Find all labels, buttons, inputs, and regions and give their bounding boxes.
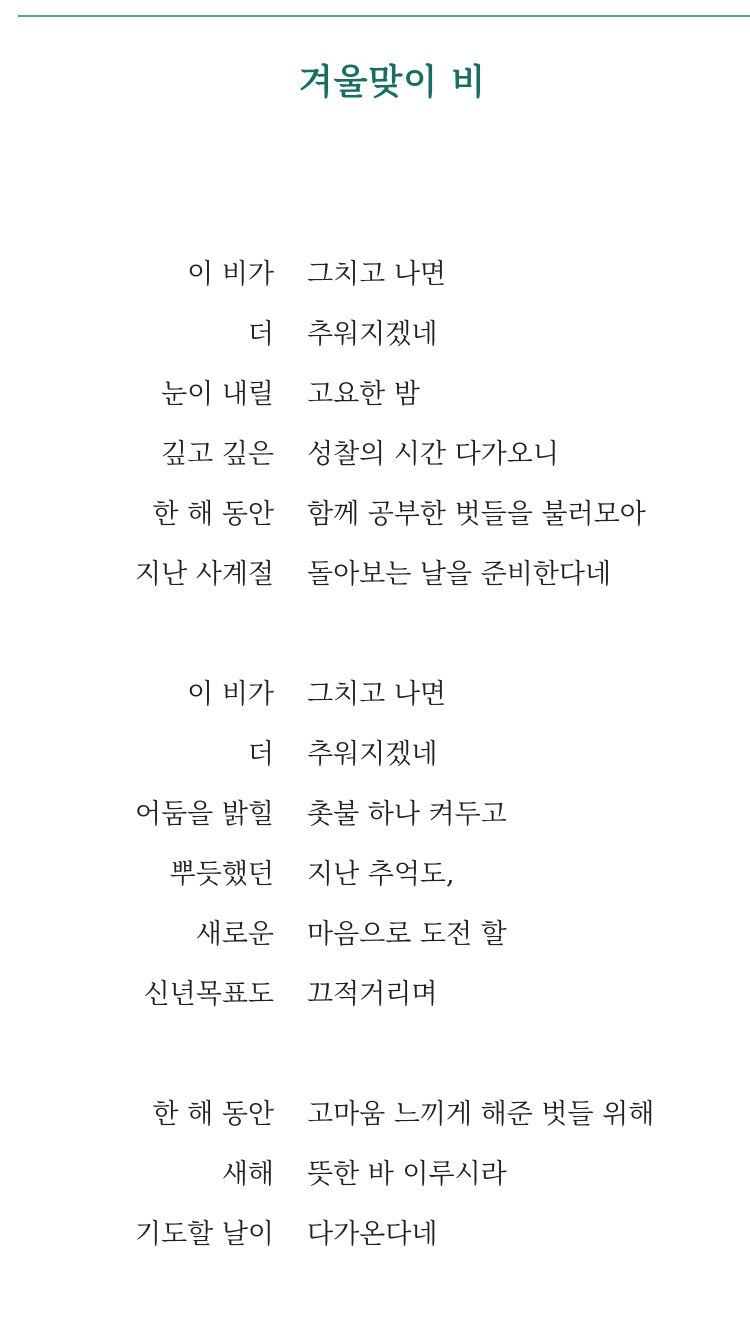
poem-line — [0, 375, 750, 415]
line-left: 지난 사계절 — [135, 559, 274, 590]
poem-line — [0, 735, 750, 775]
line-right: 다가온다네 — [307, 1219, 438, 1250]
poem-line — [0, 255, 750, 295]
line-right: 마음으로 도전 할 — [307, 919, 507, 950]
poem-line — [0, 315, 750, 355]
line-right: 그치고 나면 — [307, 679, 446, 710]
line-right: 그치고 나면 — [307, 259, 446, 290]
line-left: 한 해 동안 — [152, 1099, 274, 1130]
poem-line — [0, 1155, 750, 1195]
line-right: 추워지겠네 — [307, 319, 438, 350]
line-left: 새로운 — [195, 919, 274, 950]
line-right: 함께 공부한 벗들을 불러모아 — [307, 499, 646, 530]
line-left: 이 비가 — [187, 259, 274, 290]
line-left: 눈이 내릴 — [161, 379, 274, 410]
poem-line — [0, 495, 750, 535]
poem-line — [0, 1215, 750, 1255]
line-right: 끄적거리며 — [307, 979, 438, 1010]
line-left: 어둠을 밝힐 — [135, 799, 274, 830]
line-right: 고요한 밤 — [307, 379, 420, 410]
line-left: 신년목표도 — [143, 979, 274, 1010]
line-left: 이 비가 — [187, 679, 274, 710]
poem-line — [0, 915, 750, 955]
poem-line — [0, 675, 750, 715]
poem-title: 겨울맞이 비 — [298, 63, 487, 104]
line-left: 새해 — [221, 1159, 274, 1190]
poem-line — [0, 975, 750, 1015]
poem-line — [0, 795, 750, 835]
poem-line — [0, 435, 750, 475]
line-left: 한 해 동안 — [152, 499, 274, 530]
line-right: 돌아보는 날을 준비한다네 — [307, 559, 612, 590]
line-right: 지난 추억도, — [307, 859, 455, 890]
line-right: 고마움 느끼게 해준 벗들 위해 — [307, 1099, 655, 1130]
line-right: 뜻한 바 이루시라 — [307, 1159, 507, 1190]
poem-line — [0, 555, 750, 595]
line-left: 더 — [247, 739, 274, 770]
line-left: 뿌듯했던 — [169, 859, 274, 890]
line-left: 깊고 깊은 — [161, 439, 274, 470]
line-right: 성찰의 시간 다가오니 — [307, 439, 559, 470]
line-right: 추워지겠네 — [307, 739, 438, 770]
line-left: 기도할 날이 — [135, 1219, 274, 1250]
poem-line — [0, 1095, 750, 1135]
poem-line — [0, 855, 750, 895]
line-right: 촛불 하나 켜두고 — [307, 799, 507, 830]
line-left: 더 — [247, 319, 274, 350]
